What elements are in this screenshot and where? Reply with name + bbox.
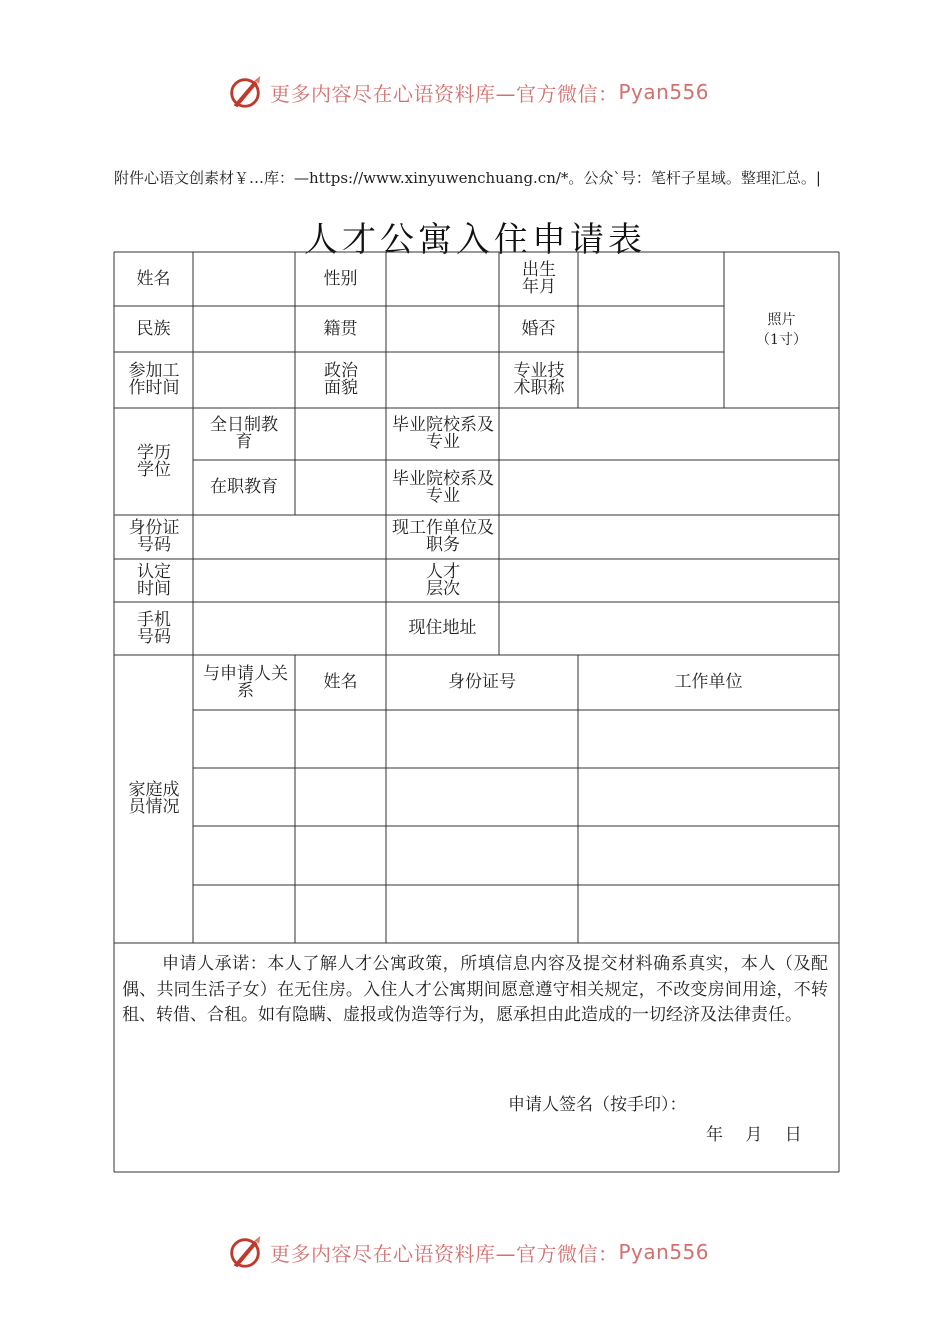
label-photo: 照片	[767, 312, 796, 328]
work-start-field[interactable]	[194, 353, 294, 407]
family-row-3-id[interactable]	[387, 827, 577, 884]
label-family: 家庭成员情况	[128, 780, 180, 817]
title-rank-field[interactable]	[579, 353, 723, 407]
label-inservice: 在职教育	[210, 477, 278, 497]
fulltime-degree-field[interactable]	[296, 409, 385, 459]
political-field[interactable]	[387, 353, 498, 407]
date-label: 年 月 日	[706, 1125, 802, 1145]
fulltime-school-field[interactable]	[500, 409, 838, 459]
label-native-place: 籍贯	[323, 318, 358, 339]
header-banner	[0, 70, 950, 114]
cert-time-field[interactable]	[194, 560, 385, 601]
footer-banner	[0, 1230, 950, 1274]
family-header-relation: 与申请人关系	[203, 663, 288, 701]
name-field[interactable]	[194, 253, 294, 305]
family-header-employer: 工作单位	[674, 672, 743, 692]
family-row-1-employer[interactable]	[579, 711, 838, 767]
label-id-number: 身份证号码	[128, 518, 180, 555]
family-row-4-employer[interactable]	[579, 886, 838, 942]
applicant-pledge: 申请人承诺：本人了解人才公寓政策，所填信息内容及提交材料确系真实，本人（及配偶、共同生活子女）在无住房。入住人才公寓期间愿意遵守相关规定，不改变房间用途，不转租、转借、合租。如有隐瞒、虚报或伪造等行为，愿承担由此造成的一切经济及法律责任。	[122, 954, 828, 1025]
family-row-4-id[interactable]	[387, 886, 577, 942]
family-row-2-name[interactable]	[296, 769, 385, 825]
family-row-3-employer[interactable]	[579, 827, 838, 884]
banner-text: 更多内容尽在心语资料库—官方微信：	[270, 81, 619, 106]
family-row-3-name[interactable]	[296, 827, 385, 884]
label-political: 政治面貌	[324, 361, 358, 398]
label-address: 现住地址	[408, 618, 477, 638]
label-birth: 出生年月	[522, 260, 556, 297]
native-place-field[interactable]	[387, 307, 498, 351]
family-row-2-relation[interactable]	[194, 769, 294, 825]
label-school-major-inservice: 毕业院校系及专业	[392, 468, 494, 506]
family-row-3-relation[interactable]	[194, 827, 294, 884]
label-school-major-fulltime: 毕业院校系及专业	[392, 415, 494, 452]
birth-field[interactable]	[579, 253, 723, 305]
label-photo-size: （1寸）	[756, 332, 807, 348]
address-field[interactable]	[500, 603, 838, 654]
attachment-note: 附件心语文创素材￥…库：—https://www.xinyuwenchuang.cn/*。公众`号：笔杆子星域。整理汇总。|	[114, 169, 821, 187]
label-fulltime: 全日制教育	[210, 415, 278, 452]
ethnicity-field[interactable]	[194, 307, 294, 351]
family-row-4-relation[interactable]	[194, 886, 294, 942]
quill-logo-icon	[226, 1233, 264, 1271]
label-marital: 婚否	[521, 318, 556, 339]
family-row-2-employer[interactable]	[579, 769, 838, 825]
family-row-4-name[interactable]	[296, 886, 385, 942]
family-row-1-id[interactable]	[387, 711, 577, 767]
family-row-2-id[interactable]	[387, 769, 577, 825]
label-ethnicity: 民族	[136, 318, 171, 339]
employer-post-field[interactable]	[500, 516, 838, 558]
inservice-school-field[interactable]	[500, 461, 838, 514]
banner-text: 更多内容尽在心语资料库—官方微信：	[270, 1241, 619, 1266]
marital-field[interactable]	[579, 307, 723, 351]
family-header-name: 姓名	[323, 672, 358, 692]
talent-level-field[interactable]	[500, 560, 838, 601]
label-cert-time: 认定时间	[137, 561, 171, 599]
gender-field[interactable]	[387, 253, 498, 305]
label-employer-post: 现工作单位及职务	[392, 518, 494, 555]
label-education: 学历学位	[137, 442, 171, 480]
label-work-start: 参加工作时间	[128, 361, 180, 398]
id-number-field[interactable]	[194, 516, 385, 558]
signature-label: 申请人签名（按手印）：	[508, 1095, 687, 1115]
banner-wechat-id: Pyan556	[618, 80, 710, 104]
label-gender: 性别	[323, 268, 358, 289]
family-row-1-name[interactable]	[296, 711, 385, 767]
label-name: 姓名	[136, 268, 171, 289]
quill-logo-icon	[226, 73, 264, 111]
signature-field[interactable]	[712, 1086, 832, 1116]
banner-wechat-id: Pyan556	[618, 1240, 710, 1264]
family-row-1-relation[interactable]	[194, 711, 294, 767]
family-header-id: 身份证号	[448, 672, 516, 692]
label-mobile: 手机号码	[137, 609, 171, 647]
mobile-field[interactable]	[194, 603, 385, 654]
inservice-degree-field[interactable]	[296, 461, 385, 514]
label-talent-level: 人才层次	[426, 561, 460, 599]
label-title-rank: 专业技术职称	[513, 361, 565, 398]
page-title: 人才公寓入住申请表	[304, 220, 646, 260]
photo-box[interactable]	[724, 252, 839, 408]
